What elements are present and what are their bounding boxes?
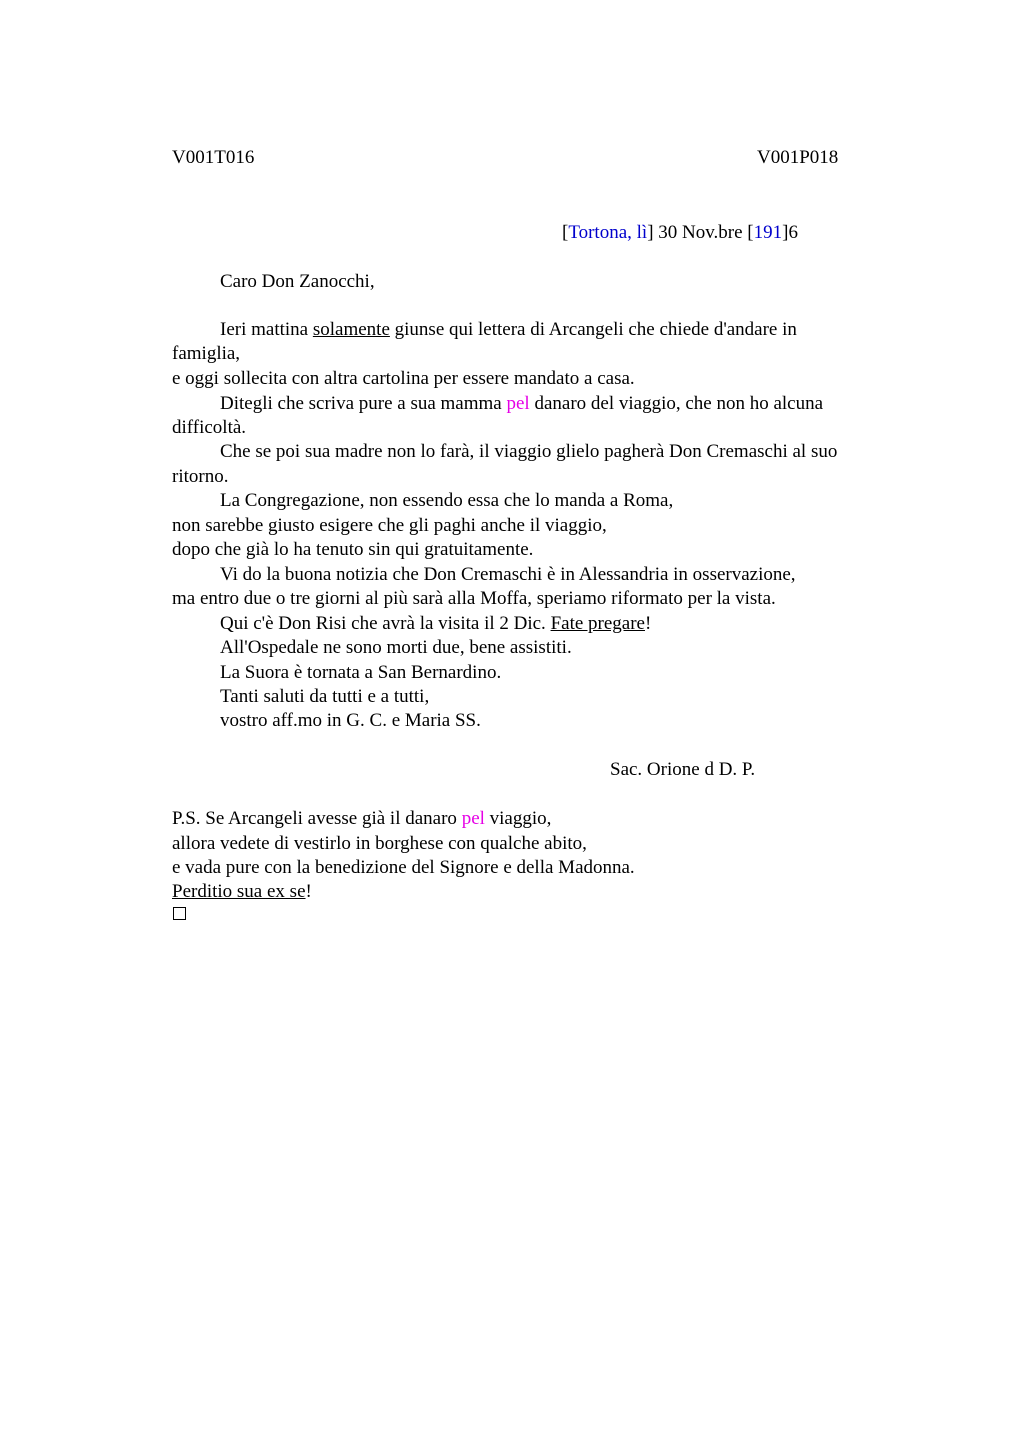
letter-text: Ditegli che scriva pure a sua mamma	[220, 393, 507, 414]
header-right-code: V001P018	[757, 147, 839, 168]
letter-line: non sarebbe giusto esigere che gli paghi anche il viaggio,	[172, 515, 607, 536]
postscript-line	[172, 807, 551, 831]
letter-line: ritorno.	[172, 466, 229, 487]
letter-line: famiglia,	[172, 343, 241, 364]
dateline-bracket-open: [	[562, 222, 569, 243]
letter-line: vostro aff.mo in G. C. e Maria SS.	[220, 710, 481, 731]
underlined-phrase: Fate pregare	[550, 613, 645, 634]
postscript-line: e vada pure con la benedizione del Signore e della Madonna.	[172, 857, 635, 878]
salutation: Caro Don Zanocchi,	[220, 271, 375, 292]
letter-line: difficoltà.	[172, 417, 247, 438]
postscript-text: !	[305, 881, 312, 902]
letter-text: Ieri mattina	[220, 319, 313, 340]
letter-line: La Suora è tornata a San Bernardino.	[220, 662, 502, 683]
letter-line	[220, 612, 651, 636]
header-left-code: V001T016	[172, 147, 255, 168]
underlined-phrase: Perditio sua ex se	[172, 881, 306, 902]
letter-line	[220, 318, 797, 342]
underlined-word: solamente	[312, 319, 390, 340]
letter-line: Che se poi sua madre non lo farà, il viaggio glielo pagherà Don Cremaschi al suo	[220, 441, 838, 462]
letter-text: Qui c'è Don Risi che avrà la visita il 2 Dic.	[220, 613, 551, 634]
end-square-icon	[173, 907, 186, 920]
postscript-line	[172, 880, 312, 904]
letter-text: !	[644, 613, 652, 634]
dateline-year-suffix: ]6	[782, 222, 798, 243]
highlighted-word: pel	[461, 808, 485, 829]
letter-text: danaro del viaggio, che non ho alcuna	[529, 393, 824, 414]
letter-line: e oggi sollecita con altra cartolina per essere mandato a casa.	[172, 368, 635, 389]
postscript-text: viaggio,	[484, 808, 552, 829]
letter-line: ma entro due o tre giorni al più sarà alla Moffa, speriamo riformato per la vista.	[172, 588, 776, 609]
dateline	[562, 221, 798, 245]
dateline-date: ] 30 Nov.bre [	[647, 222, 754, 243]
letter-text: giunse qui lettera di Arcangeli che chiede d'andare in	[389, 319, 797, 340]
dateline-place: Tortona, lì	[568, 222, 648, 243]
letter-line	[220, 392, 823, 416]
letter-line: La Congregazione, non essendo essa che lo manda a Roma,	[220, 490, 674, 511]
postscript-text: P.S. Se Arcangeli avesse già il danaro	[172, 808, 462, 829]
letter-line: Tanti saluti da tutti e a tutti,	[220, 686, 430, 707]
dateline-year-prefix: 191	[753, 222, 783, 243]
highlighted-word: pel	[506, 393, 530, 414]
letter-line: dopo che già lo ha tenuto sin qui gratuitamente.	[172, 539, 534, 560]
postscript-line: allora vedete di vestirlo in borghese con qualche abito,	[172, 833, 587, 854]
letter-line: All'Ospedale ne sono morti due, bene assistiti.	[220, 637, 572, 658]
signature: Sac. Orione d D. P.	[610, 759, 756, 780]
letter-line: Vi do la buona notizia che Don Cremaschi è in Alessandria in osservazione,	[220, 564, 796, 585]
